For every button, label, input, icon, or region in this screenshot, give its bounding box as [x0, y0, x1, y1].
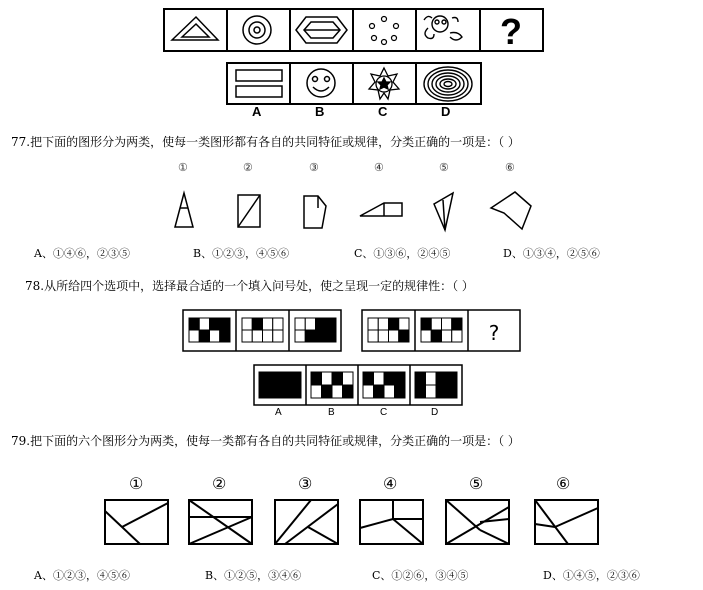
top-option-a-label: A: [252, 104, 262, 119]
q77-option-b[interactable]: B、①②③，④⑤⑥: [193, 247, 290, 260]
top-option-b-label: B: [315, 104, 325, 119]
q79-figure-5: [446, 500, 509, 544]
q77-figure-number-4: ④: [374, 161, 384, 174]
sequence-question-mark: ?: [500, 11, 522, 52]
top-option-d-label: D: [441, 104, 451, 119]
q79-figure-number-4: ④: [383, 474, 398, 493]
q79-figure-4: [360, 500, 423, 544]
q79-figure-number-6: ⑥: [556, 474, 571, 493]
q79-figure-3: [275, 500, 338, 544]
q78-option-c-label: C: [380, 407, 388, 418]
q77-figure-number-1: ①: [178, 161, 188, 174]
q78-option-d-label: D: [431, 407, 439, 418]
q79-figure-number-5: ⑤: [469, 474, 484, 493]
q79-figure-number-1: ①: [129, 474, 144, 493]
q77-figure-number-2: ②: [243, 161, 253, 174]
q77-option-a[interactable]: A、①④⑥，②③⑤: [34, 247, 130, 260]
q77-figure-number-3: ③: [309, 161, 319, 174]
q79-option-d[interactable]: D、①④⑤，②③⑥: [543, 569, 640, 582]
q79-figure-number-3: ③: [298, 474, 313, 493]
q78-option-b-label: B: [328, 407, 335, 418]
q78-option-a-label: A: [275, 407, 282, 418]
q79-figure-number-2: ②: [212, 474, 227, 493]
q79-figure-2: [189, 500, 252, 544]
q78-question-mark: ?: [488, 321, 500, 345]
q77-prompt: 77.把下面的图形分为两类，使每一类图形都有各自的共同特征或规律，分类正确的一项是：（ ）: [11, 135, 520, 149]
q77-figure-number-6: ⑥: [505, 161, 515, 174]
q77-option-d[interactable]: D、①③④，②⑤⑥: [503, 247, 600, 260]
q79-figure-6: [535, 500, 598, 544]
q79-option-c[interactable]: C、①②⑥，③④⑤: [372, 569, 469, 582]
top-option-c-label: C: [378, 104, 388, 119]
q79-option-b[interactable]: B、①②⑤，③④⑥: [205, 569, 302, 582]
q77-option-c[interactable]: C、①③⑥，②④⑤: [354, 247, 451, 260]
q78-prompt: 78.从所给四个选项中，选择最合适的一个填入问号处，使之呈现一定的规律性：（ ）: [25, 279, 474, 293]
q79-figure-1: [105, 500, 168, 544]
q79-prompt: 79.把下面的六个图形分为两类，使每一类都有各自的共同特征或规律，分类正确的一项是：（ ）: [11, 434, 520, 448]
q79-option-a[interactable]: A、①②③，④⑤⑥: [34, 569, 130, 582]
q77-figure-number-5: ⑤: [439, 161, 449, 174]
